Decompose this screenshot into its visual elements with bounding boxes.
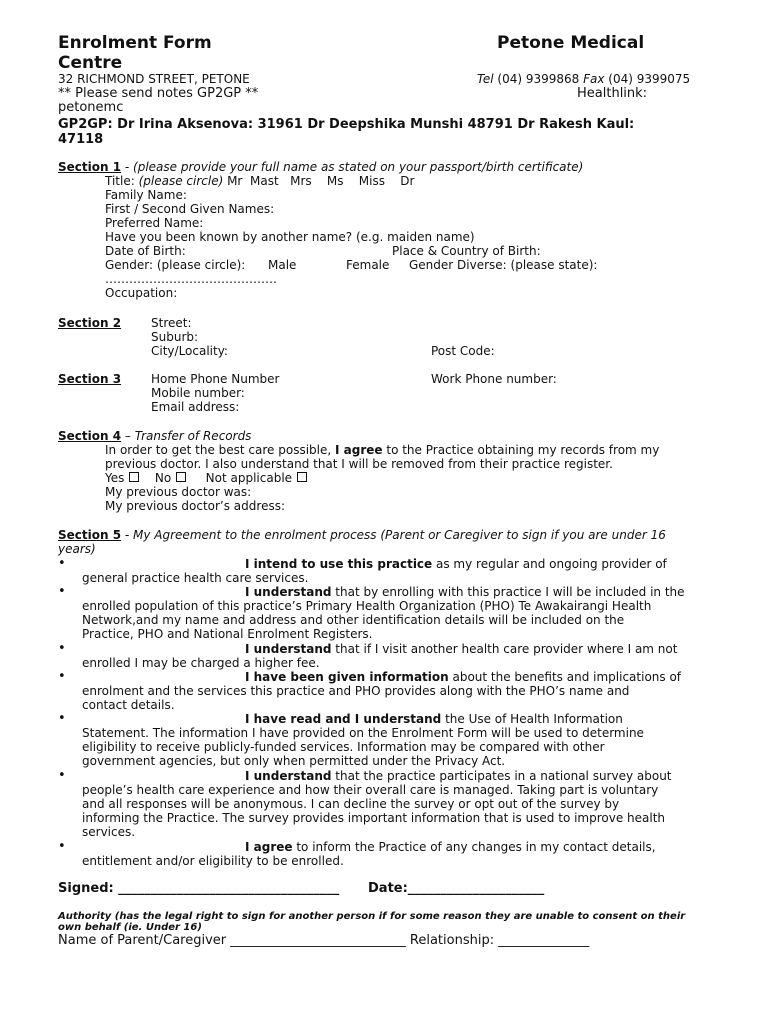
suburb-field: Suburb:	[151, 330, 199, 344]
transfer-agreement-line1	[105, 443, 659, 457]
agreement-item-line: entitlement and/or eligibility to be enrolled.	[82, 854, 344, 868]
practice-address: 32 RICHMOND STREET, PETONE	[58, 72, 250, 86]
city-field: City/Locality:	[151, 344, 228, 358]
agreement-item-first-line	[245, 712, 623, 726]
transfer-agree-bold: I agree	[335, 443, 383, 457]
not-applicable-label: Not applicable	[205, 471, 293, 485]
section5-note-continued: years)	[58, 542, 96, 556]
gp2gp-note: ** Please send notes GP2GP **	[58, 86, 259, 101]
agreement-item-first-line	[245, 585, 685, 599]
title-field	[105, 174, 414, 188]
contact-numbers	[477, 72, 690, 86]
agreement-item-line: services.	[82, 825, 136, 839]
gp2gp-doctors: GP2GP: Dr Irina Aksenova: 31961 Dr Deepshika Munshi 48791 Dr Rakesh Kaul:	[58, 117, 635, 132]
agreement-item-line: and all responses will be anonymous. I can decline the survey or opt out of the survey by	[82, 797, 620, 811]
given-names-field: First / Second Given Names:	[105, 202, 275, 216]
agreement-item-text: to inform the Practice of any changes in my contact details,	[292, 840, 656, 854]
section5-note: - My Agreement to the enrolment process (Parent or Caregiver to sign if you are under 16	[121, 528, 666, 542]
agreement-item-bold: I have been given information	[245, 670, 449, 684]
section1-label: Section 1	[58, 160, 122, 174]
title-options: Mr Mast Mrs Ms Miss Dr	[223, 174, 415, 188]
agreement-item-bold: I have read and I understand	[245, 712, 442, 726]
place-of-birth-field: Place & Country of Birth:	[392, 244, 541, 258]
agreement-item-first-line	[245, 642, 677, 656]
form-title-continued: Centre	[58, 53, 123, 73]
healthlink-label: Healthlink:	[577, 86, 648, 101]
transfer-text-post: to the Practice obtaining my records from my	[382, 443, 660, 457]
gender-dotted-line: …………………………………….	[105, 272, 277, 286]
mobile-field: Mobile number:	[151, 386, 245, 400]
post-code-field: Post Code:	[431, 344, 495, 358]
section5-label: Section 5	[58, 528, 122, 542]
section4-subtitle: – Transfer of Records	[121, 429, 252, 443]
section4-heading	[58, 429, 251, 443]
form-title: Enrolment Form	[58, 33, 212, 53]
previous-doctor-address-field: My previous doctor’s address:	[105, 499, 285, 513]
yes-option-label: Yes	[105, 471, 125, 485]
agreement-item-text: that the practice participates in a national survey about	[331, 769, 672, 783]
section1-heading	[58, 160, 583, 174]
section5-heading	[58, 528, 666, 542]
transfer-text-pre: In order to get the best care possible,	[105, 443, 336, 457]
gender-label: Gender: (please circle):	[105, 258, 246, 272]
bullet-icon: •	[58, 711, 66, 726]
agreement-item-first-line	[245, 840, 656, 854]
agreement-item-bold: I intend to use this practice	[245, 557, 433, 571]
agreement-item-text: as my regular and ongoing provider of	[432, 557, 667, 571]
bullet-icon: •	[58, 556, 66, 571]
agreement-item-line: enrolled I may be charged a higher fee.	[82, 656, 320, 670]
gender-female-option: Female	[346, 258, 390, 272]
preferred-name-field: Preferred Name:	[105, 216, 204, 230]
section3-label: Section 3	[58, 372, 122, 386]
agreement-item-line: contact details.	[82, 698, 175, 712]
title-hint: (please circle)	[138, 174, 224, 188]
date-line[interactable]: Date:_____________________	[368, 881, 545, 896]
gender-diverse-option: Gender Diverse: (please state):	[409, 258, 598, 272]
agreement-item-line: government agencies, but only when permitted under the Privacy Act.	[82, 754, 506, 768]
gender-male-option: Male	[268, 258, 297, 272]
agreement-item-line: Network,and my name and address and other identification details will be included on the	[82, 613, 625, 627]
occupation-field: Occupation:	[105, 286, 178, 300]
home-phone-field: Home Phone Number	[151, 372, 280, 386]
agreement-item-first-line	[245, 557, 667, 571]
agreement-item-text: that if I visit another health care provider where I am not	[331, 642, 678, 656]
family-name-field: Family Name:	[105, 188, 187, 202]
known-by-field: Have you been known by another name? (e.g. maiden name)	[105, 230, 475, 244]
dob-field: Date of Birth:	[105, 244, 186, 258]
no-checkbox[interactable]	[176, 472, 186, 482]
agreement-item-line: Statement. The information I have provided on the Enrolment Form will be used to determine	[82, 726, 644, 740]
bullet-icon: •	[58, 641, 66, 656]
agreement-item-first-line	[245, 769, 672, 783]
agreement-item-bold: I understand	[245, 642, 332, 656]
fax-number: (04) 9399075	[604, 72, 691, 86]
bullet-icon: •	[58, 768, 66, 783]
street-field: Street:	[151, 316, 192, 330]
section1-note: - (please provide your full name as stated on your passport/birth certificate)	[121, 160, 584, 174]
no-option-label: No	[154, 471, 172, 485]
fax-label: Fax	[583, 72, 605, 86]
section2-label: Section 2	[58, 316, 122, 330]
agreement-item-first-line	[245, 670, 681, 684]
previous-doctor-field: My previous doctor was:	[105, 485, 252, 499]
parent-caregiver-line[interactable]: Name of Parent/Caregiver ___________________________ Relationship: ______________	[58, 933, 590, 948]
healthlink-code: petonemc	[58, 100, 124, 115]
agreement-item-bold: I understand	[245, 585, 332, 599]
authority-note-continued: own behalf (ie. Under 16)	[58, 922, 202, 933]
bullet-icon: •	[58, 584, 66, 599]
transfer-options	[105, 471, 309, 485]
transfer-agreement-line2: previous doctor. I also understand that I will be removed from their practice register.	[105, 457, 613, 471]
yes-checkbox[interactable]	[129, 472, 139, 482]
gp2gp-doctors-continued: 47118	[58, 132, 104, 147]
agreement-item-line: informing the Practice. The survey provides important information that is used to improve health	[82, 811, 666, 825]
section4-label: Section 4	[58, 429, 122, 443]
agreement-item-line: Practice, PHO and National Enrolment Registers.	[82, 627, 373, 641]
not-applicable-checkbox[interactable]	[297, 472, 307, 482]
title-label: Title:	[105, 174, 139, 188]
agreement-item-line: general practice health care services.	[82, 571, 309, 585]
work-phone-field: Work Phone number:	[431, 372, 557, 386]
agreement-item-line: eligibility to receive publicly-funded services. Information may be compared with other	[82, 740, 605, 754]
tel-number: (04) 9399868	[493, 72, 584, 86]
bullet-icon: •	[58, 839, 66, 854]
agreement-item-text: about the benefits and implications of	[448, 670, 682, 684]
email-field: Email address:	[151, 400, 240, 414]
practice-name: Petone Medical	[497, 33, 645, 53]
bullet-icon: •	[58, 669, 66, 684]
agreement-item-line: people’s health care experience and how their overall care is managed. Taking part is voluntary	[82, 783, 659, 797]
agreement-item-text: the Use of Health Information	[441, 712, 623, 726]
agreement-item-line: enrolment and the services this practice and PHO provides along with the PHO’s name and	[82, 684, 630, 698]
agreement-item-bold: I agree	[245, 840, 293, 854]
agreement-item-line: enrolled population of this practice’s Primary Health Organization (PHO) Te Awakairangi Health	[82, 599, 652, 613]
agreement-item-text: that by enrolling with this practice I will be included in the	[331, 585, 685, 599]
tel-label: Tel	[477, 72, 494, 86]
signed-line[interactable]: Signed: __________________________________	[58, 881, 340, 896]
agreement-item-bold: I understand	[245, 769, 332, 783]
authority-note: Authority (has the legal right to sign for another person if for some reason they are unable to consent on their	[58, 911, 686, 922]
